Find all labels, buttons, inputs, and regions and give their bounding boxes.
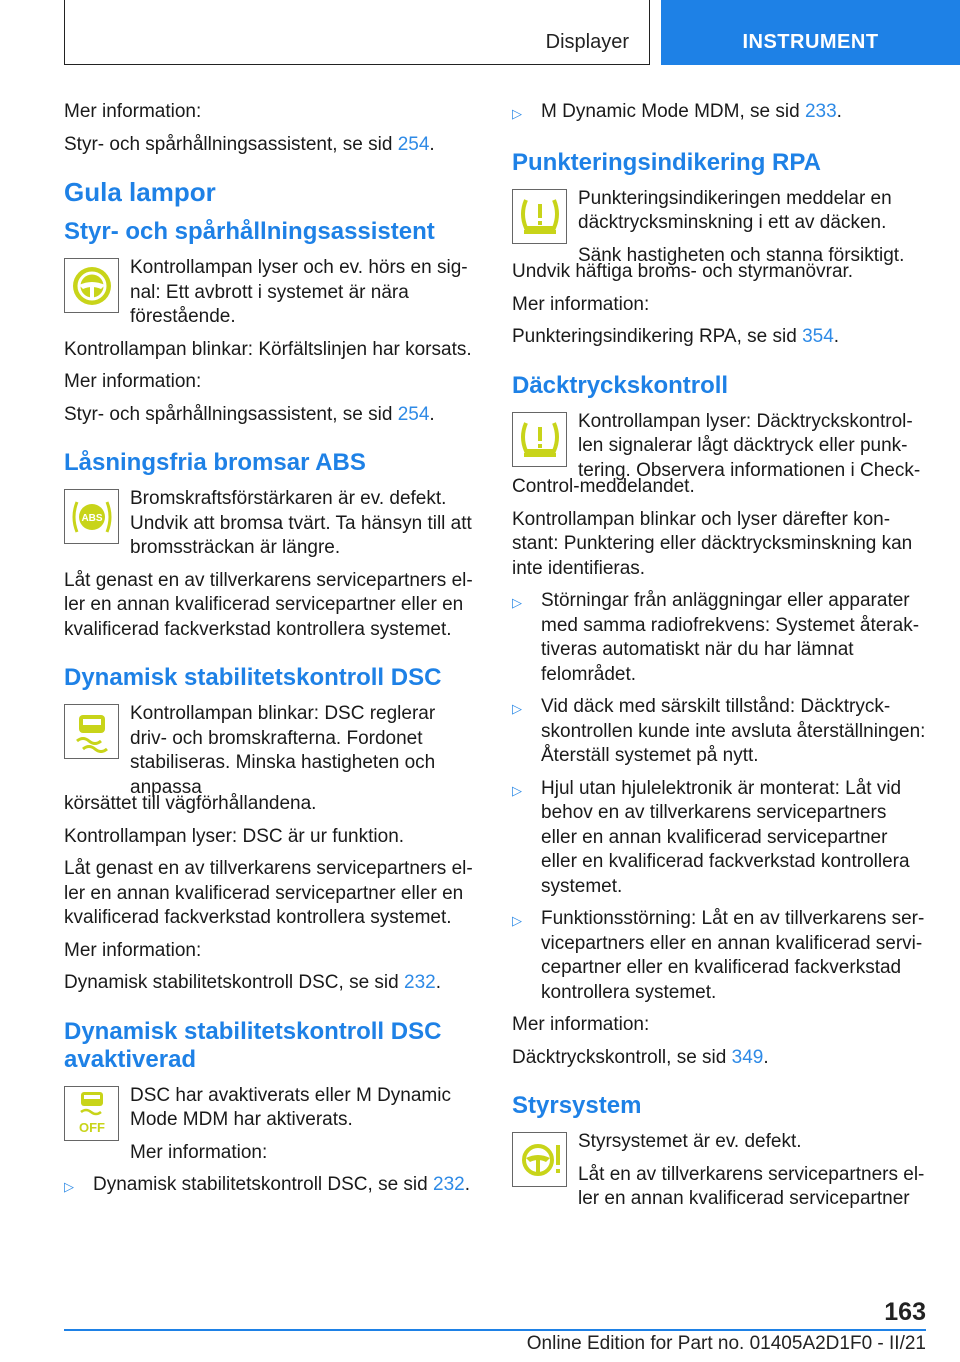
page-link[interactable]: 354 <box>802 326 834 347</box>
page-link[interactable]: 232 <box>404 972 436 993</box>
lamp-dsc <box>64 702 476 800</box>
header-section-title: Displayer <box>545 31 629 53</box>
lane-blink-text: Kontrollampan blinkar: Körfältslinjen har korsats. <box>64 338 472 360</box>
tpm-blink-text: Kontrollampan blinkar och lyser därefter konstant: Punktering eller däcktrycksminskning kan inte identifieras. <box>512 508 913 579</box>
abs-action-text: Låt genast en av tillverkarens servicepartners eller en annan kvalificerad servicepartner eller en kvalificerad fackverkstad kontrollera systemet. <box>64 569 473 640</box>
more-info-label: Mer information: <box>64 371 202 392</box>
heading-dsc-off: Dynamisk stabilitetskontroll DSC avaktiverad <box>64 1017 442 1073</box>
footer-divider <box>64 1329 926 1331</box>
header-chapter-tab[interactable] <box>661 0 960 65</box>
lamp-rpa <box>512 187 926 269</box>
list-item: ▷ M Dynamic Mode MDM, se sid 233. <box>512 101 842 122</box>
footer-edition: Online Edition for Part no. 01405A2D1F0 - II/21 <box>526 1333 926 1354</box>
heading-lane-assistant: Styr- och spårhållningsassistent <box>64 218 435 245</box>
lamp-steering-text: Styrsystemet är ev. defekt. <box>578 1131 802 1152</box>
list-item: ▷ Hjul utan hjulelektronik är monterat: Låt vid behov en av tillverkarens servicepartners eller en annan kvalificerad servicepartner eller en kvalificerad fackverkstad kontrollera systemet. <box>512 777 910 897</box>
rpa-text-2: Sänk hastigheten och stanna försiktigt. <box>578 244 905 266</box>
abs-warning-icon <box>64 489 119 544</box>
page-link[interactable]: 349 <box>731 1046 764 1068</box>
rpa-reference: Punkteringsindikering RPA, se sid 354. <box>512 326 840 347</box>
list-item: ▷ Dynamisk stabilitetskontroll DSC, se sid 232. <box>64 1174 470 1195</box>
page-number: 163 <box>884 1298 926 1326</box>
lamp-tpm-text: Kontrollampan lyser: Däcktryckskontrollen signalerar lågt däcktryck eller punktering. Observera informationen i Check- <box>578 410 921 481</box>
heading-steering: Styrsystem <box>512 1092 642 1119</box>
more-info-label: Mer information: <box>512 1014 650 1035</box>
heading-abs: Låsningsfria bromsar ABS <box>64 449 366 476</box>
dsc-reference: Dynamisk stabilitetskontroll DSC, se sid 232. <box>64 972 441 993</box>
bullet-arrow-icon: ▷ <box>512 106 522 121</box>
left-column <box>64 100 476 1206</box>
lamp-steering-text-2: Låt en av tillverkarens servicepartners eller en annan kvalificerad servicepartner <box>578 1163 925 1209</box>
lamp-rpa-text: Punkteringsindikeringen meddelar en däcktrycksminskning i ett av däcken. <box>578 187 892 233</box>
heading-dsc: Dynamisk stabilitetskontroll DSC <box>64 664 442 691</box>
intro-reference: Styr- och spårhållningsassistent, se sid 254. <box>64 133 435 155</box>
lamp-abs-text: Bromskraftsförstärkaren är ev. defekt. Undvik att bromsa tvärt. Ta hänsyn till att bromssträckan är längre. <box>130 488 472 558</box>
heading-yellow-lamps: Gula lampor <box>64 177 216 207</box>
bullet-arrow-icon: ▷ <box>512 701 522 716</box>
list-item: ▷ Störningar från anläggningar eller apparater med samma radiofrekvens: Systemet återaktiveras automatiskt när du har lämnat felområdet. <box>512 590 920 685</box>
lamp-dsc-off-text: DSC har avaktiverats eller M Dynamic Mode MDM har aktiverats. <box>130 1084 451 1130</box>
dsc-action-text: Låt genast en av tillverkarens servicepartners eller en annan kvalificerad servicepartner eller en kvalificerad fackverkstad kontrollera systemet. <box>64 858 473 928</box>
right-column <box>512 100 926 1220</box>
page-link[interactable]: 254 <box>397 133 430 155</box>
dsc-off-icon <box>64 1086 119 1141</box>
more-info-label: Mer information: <box>64 939 202 961</box>
tpm-reference: Däcktryckskontroll, se sid 349. <box>512 1046 769 1068</box>
lamp-dsc-off <box>64 1084 476 1166</box>
heading-rpa: Punkteringsindikering RPA <box>512 148 821 176</box>
lamp-steering <box>512 1130 926 1212</box>
lamp-lane-text: Kontrollampan lyser och ev. hörs en signal: Ett avbrott i systemet är nära förestående. <box>130 257 468 327</box>
page-link[interactable]: 254 <box>397 403 430 425</box>
rpa-text-3: Undvik häftiga broms- och styrmanövrar. <box>512 261 854 282</box>
lamp-abs <box>64 487 476 561</box>
dsc-lit-text: Kontrollampan lyser: DSC är ur funktion. <box>64 825 405 847</box>
list-item: ▷ Vid däck med särskilt tillstånd: Däcktryckskontrollen kunde inte avsluta återställningen: Återställ systemet på nytt. <box>512 696 926 766</box>
header-section-box <box>64 0 650 65</box>
bullet-arrow-icon: ▷ <box>512 595 522 610</box>
header-chapter-title: INSTRUMENT <box>742 31 879 53</box>
lamp-tpm <box>512 410 926 484</box>
more-info-label: Mer information: <box>512 293 650 315</box>
tire-pressure-warning-icon <box>512 189 567 244</box>
lane-reference: Styr- och spårhållningsassistent, se sid 254. <box>64 403 435 425</box>
heading-tpm: Däcktryckskontroll <box>512 371 729 399</box>
lamp-dsc-text: Kontrollampan blinkar: DSC reglerar driv- och bromskrafterna. Fordonet stabiliseras. Minska hastigheten och anpassa <box>130 703 436 798</box>
page-link[interactable]: 233 <box>804 101 837 122</box>
more-info-label: Mer information: <box>130 1141 268 1163</box>
bullet-arrow-icon: ▷ <box>512 782 522 798</box>
steering-wheel-warning-icon <box>64 258 119 313</box>
dsc-text-continued: körsättet till vägförhållandena. <box>64 793 317 814</box>
tire-pressure-warning-icon <box>512 412 567 467</box>
abs-icon-text: ABS <box>80 512 103 524</box>
bullet-arrow-icon: ▷ <box>512 913 522 928</box>
tpm-text-continued: Control-meddelandet. <box>512 476 695 497</box>
steering-warning-icon <box>512 1132 567 1187</box>
page-link[interactable]: 232 <box>433 1174 465 1195</box>
more-info-label: Mer information: <box>64 101 202 122</box>
dsc-off-icon-text: OFF <box>78 1120 105 1135</box>
list-item: ▷ Funktionsstörning: Låt en av tillverkarens servicepartners eller en annan kvalificerad servicepartner eller en kvalificerad fackverkstad kontrollera systemet. <box>512 908 925 1003</box>
bullet-arrow-icon: ▷ <box>64 1179 74 1194</box>
dsc-car-skid-icon <box>64 704 119 759</box>
lamp-lane-assistant <box>64 256 476 330</box>
